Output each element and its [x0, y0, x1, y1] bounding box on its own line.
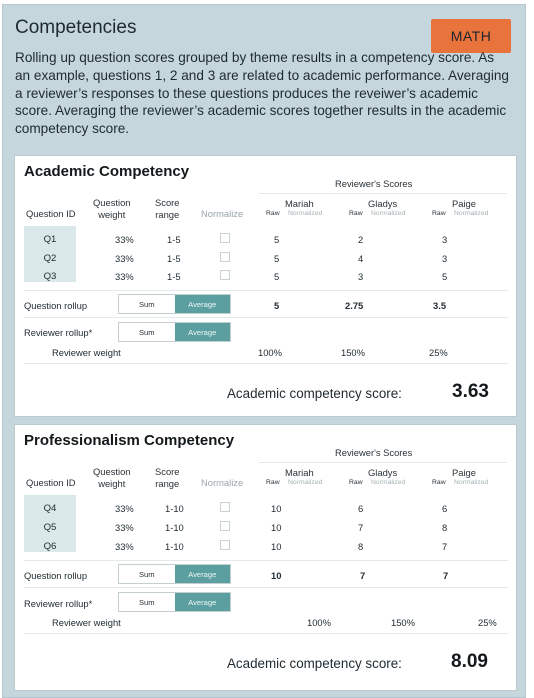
normalized-label: Normalized	[454, 479, 489, 486]
divider	[24, 633, 508, 634]
reviewer-rollup-toggle	[118, 592, 231, 612]
reviewer-rollup-label: Reviewer rollup*	[24, 598, 93, 609]
raw-score-gladys: 2	[358, 234, 364, 245]
column-normalize: Normalize	[201, 208, 244, 219]
raw-score-paige: 3	[442, 234, 448, 245]
question-rollup-label: Question rollup	[24, 300, 88, 311]
academic-competency-card	[14, 155, 517, 417]
question-weight: 33%	[115, 234, 134, 245]
normalized-label: Normalized	[288, 479, 323, 486]
normalize-checkbox[interactable]	[220, 270, 230, 280]
raw-score-paige: 7	[442, 541, 448, 552]
question-id: Q5	[43, 522, 57, 533]
competency-score-value: 8.09	[451, 651, 488, 672]
page-title: Competencies	[15, 17, 137, 38]
competencies-panel	[2, 4, 526, 698]
sum-option[interactable]: Sum	[119, 323, 175, 341]
normalized-label: Normalized	[371, 479, 406, 486]
raw-score-paige: 5	[442, 271, 448, 282]
raw-label: Raw	[432, 210, 446, 217]
divider	[24, 363, 508, 364]
average-option[interactable]: Average	[175, 295, 231, 313]
raw-score-gladys: 7	[358, 522, 364, 533]
average-option[interactable]: Average	[175, 593, 231, 611]
raw-score-mariah: 10	[271, 503, 282, 514]
score-range: 1-5	[167, 271, 181, 282]
competency-score-label: Academic competency score:	[227, 656, 402, 671]
sum-option[interactable]: Sum	[119, 295, 175, 313]
raw-score-paige: 3	[442, 253, 448, 264]
raw-label: Raw	[266, 210, 280, 217]
reviewer-name-gladys: Gladys	[368, 198, 398, 209]
raw-score-gladys: 4	[358, 253, 364, 264]
column-question-weight: Question weight	[93, 466, 131, 489]
divider	[259, 462, 507, 463]
card-title: Academic Competency	[24, 163, 190, 180]
competency-score-label: Academic competency score:	[227, 386, 402, 401]
raw-score-paige: 6	[442, 503, 448, 514]
average-option[interactable]: Average	[175, 565, 231, 583]
reviewer-weight-gladys: 150%	[391, 617, 415, 628]
column-question-id: Question ID	[26, 208, 76, 219]
divider	[24, 587, 508, 588]
score-range: 1-10	[165, 522, 184, 533]
reviewer-name-mariah: Mariah	[285, 467, 314, 478]
reviewer-weight-label: Reviewer weight	[52, 347, 121, 358]
reviewer-weight-gladys: 150%	[341, 347, 365, 358]
reviewer-name-paige: Paige	[452, 467, 476, 478]
raw-score-gladys: 8	[358, 541, 364, 552]
rollup-score-gladys: 2.75	[345, 300, 364, 311]
question-id: Q6	[43, 541, 57, 552]
reviewer-name-gladys: Gladys	[368, 467, 398, 478]
raw-label: Raw	[349, 210, 363, 217]
competency-score-value: 3.63	[452, 381, 489, 402]
raw-score-gladys: 6	[358, 503, 364, 514]
divider	[259, 193, 507, 194]
question-id: Q3	[43, 271, 57, 282]
raw-score-mariah: 5	[274, 271, 280, 282]
divider	[24, 560, 508, 561]
reviewer-name-paige: Paige	[452, 198, 476, 209]
reviewer-rollup-toggle	[118, 322, 231, 342]
raw-score-mariah: 10	[271, 522, 282, 533]
normalize-checkbox[interactable]	[220, 233, 230, 243]
question-weight: 33%	[115, 253, 134, 264]
rollup-score-paige: 7	[443, 570, 449, 581]
normalize-checkbox[interactable]	[220, 521, 230, 531]
column-score-range: Score range	[155, 197, 180, 220]
raw-label: Raw	[349, 479, 363, 486]
card-title: Professionalism Competency	[24, 432, 235, 449]
raw-label: Raw	[266, 479, 280, 486]
column-question-id: Question ID	[26, 477, 76, 488]
question-rollup-label: Question rollup	[24, 570, 88, 581]
rollup-score-mariah: 5	[274, 300, 280, 311]
rollup-score-paige: 3.5	[433, 300, 447, 311]
question-weight: 33%	[115, 541, 134, 552]
question-id: Q1	[43, 234, 57, 245]
reviewers-scores-label: Reviewer's Scores	[335, 178, 413, 189]
page-description: Rolling up question scores grouped by theme results in a competency score. As an example, questions 1, 2 and 3 are related to academic performance. Averaging a reviewer’s responses to these questions produces the reveiwer’s academic score. Averaging the reviewer’s academic scores together results in the academic competency score.	[15, 50, 509, 137]
reviewer-weight-paige: 25%	[478, 617, 497, 628]
reviewer-weight-mariah: 100%	[307, 617, 331, 628]
question-weight: 33%	[115, 522, 134, 533]
reviewer-weight-mariah: 100%	[258, 347, 282, 358]
sum-option[interactable]: Sum	[119, 593, 175, 611]
raw-score-mariah: 10	[271, 541, 282, 552]
question-weight: 33%	[115, 503, 134, 514]
average-option[interactable]: Average	[175, 323, 231, 341]
question-id: Q2	[43, 253, 57, 264]
reviewer-name-mariah: Mariah	[285, 198, 314, 209]
raw-score-paige: 8	[442, 522, 448, 533]
reviewer-rollup-label: Reviewer rollup*	[24, 327, 93, 338]
reviewer-weight-label: Reviewer weight	[52, 617, 121, 628]
sum-option[interactable]: Sum	[119, 565, 175, 583]
normalize-checkbox[interactable]	[220, 252, 230, 262]
normalize-checkbox[interactable]	[220, 502, 230, 512]
column-score-range: Score range	[155, 466, 180, 489]
score-range: 1-10	[165, 541, 184, 552]
question-rollup-toggle	[118, 564, 231, 584]
normalized-label: Normalized	[454, 210, 489, 217]
normalized-label: Normalized	[288, 210, 323, 217]
question-id: Q4	[43, 503, 57, 514]
rollup-score-mariah: 10	[271, 570, 282, 581]
score-range: 1-5	[167, 234, 181, 245]
raw-score-mariah: 5	[274, 253, 280, 264]
column-normalize: Normalize	[201, 477, 244, 488]
normalized-label: Normalized	[371, 210, 406, 217]
question-rollup-toggle	[118, 294, 231, 314]
rollup-score-gladys: 7	[360, 570, 366, 581]
raw-score-gladys: 3	[358, 271, 364, 282]
normalize-checkbox[interactable]	[220, 540, 230, 550]
score-range: 1-5	[167, 253, 181, 264]
question-weight: 33%	[115, 271, 134, 282]
score-range: 1-10	[165, 503, 184, 514]
professionalism-competency-card	[14, 424, 517, 691]
reviewers-scores-label: Reviewer's Scores	[335, 447, 413, 458]
reviewer-weight-paige: 25%	[429, 347, 448, 358]
subject-tag[interactable]: MATH	[431, 19, 511, 53]
divider	[24, 317, 508, 318]
divider	[24, 290, 508, 291]
raw-label: Raw	[432, 479, 446, 486]
raw-score-mariah: 5	[274, 234, 280, 245]
column-question-weight: Question weight	[93, 197, 131, 220]
